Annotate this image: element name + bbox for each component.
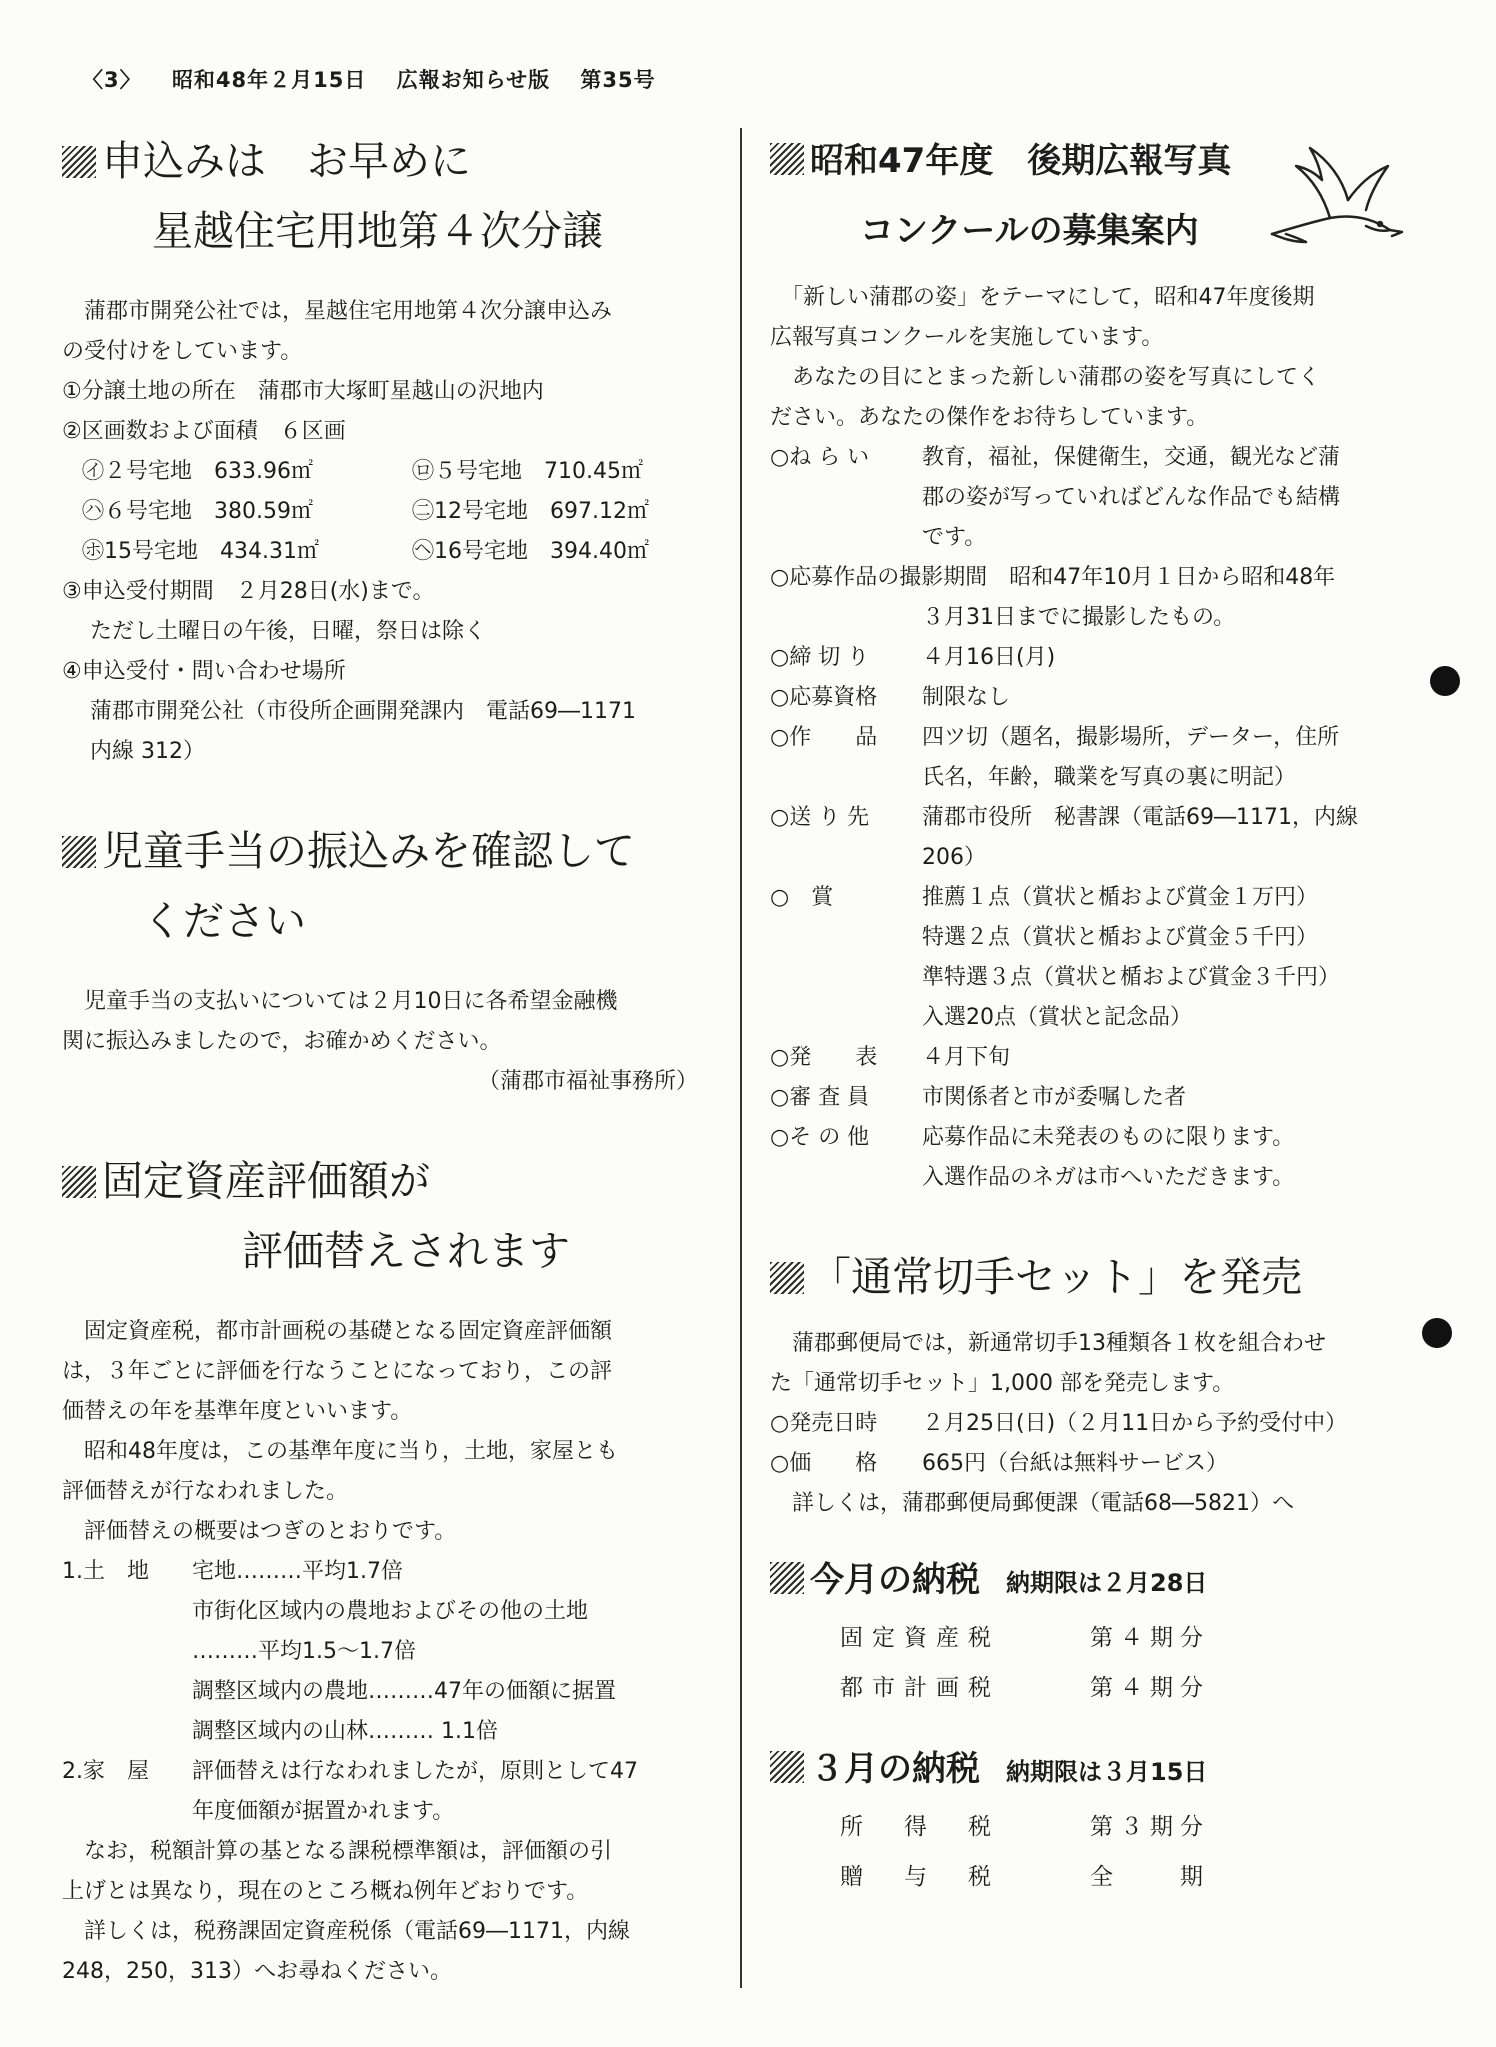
photo-title: 昭和47年度 後期広報写真	[770, 126, 1432, 196]
asset-paragraph: 固定資産税，都市計画税の基礎となる固定資産評価額	[62, 1319, 613, 1344]
binder-hole	[1422, 1318, 1452, 1348]
housing-period-note: ただし土曜日の午後，日曜，祭日は除く	[90, 619, 487, 644]
page-number: 〈3〉	[82, 68, 142, 92]
announce-item: ○発 表 ４月下旬	[770, 1045, 1011, 1070]
land-value: ………平均1.5～1.7倍	[192, 1639, 416, 1664]
asset-paragraph: 評価替えの概要はつぎのとおりです。	[62, 1519, 457, 1544]
house-label: 2.家 屋	[62, 1759, 149, 1784]
land-label: 1.土 地	[62, 1559, 149, 1584]
lot-item: ㋺５号宅地 710.45㎡	[412, 459, 643, 484]
issue-number: 第35号	[580, 68, 656, 92]
land-value: 宅地………平均1.7倍	[192, 1559, 403, 1584]
housing-intro: 蒲郡市開発公社では，星越住宅用地第４次分譲申込み	[62, 299, 613, 324]
child-title-cont: ください	[142, 897, 306, 945]
asset-paragraph: は，３年ごとに評価を行なうことになっており，この評	[62, 1359, 613, 1384]
hatch-mark-icon	[770, 1262, 804, 1294]
housing-intro: の受付けをしています。	[62, 339, 303, 364]
asset-paragraph: 上げとは異なり，現在のところ概ね例年どおりです。	[62, 1879, 589, 1904]
prize-item: ○ 賞 推薦１点（賞状と楯および賞金１万円）	[770, 885, 1319, 910]
child-body: 児童手当の支払いについては２月10日に各希望金融機	[62, 989, 618, 1014]
child-allowance-article	[62, 816, 712, 1102]
issue-date: 昭和48年２月15日	[171, 68, 367, 92]
judge-item: ○審 査 員 市関係者と市が委嘱した者	[770, 1085, 1187, 1110]
tax-row: 固定資産税 第４期分	[840, 1625, 1210, 1651]
housing-period: ③申込受付期間 ２月28日(水)まで。	[62, 579, 435, 604]
house-value: 評価替えは行なわれましたが，原則として47	[192, 1759, 638, 1784]
other-item: ○そ の 他 応募作品に未発表のものに限ります。	[770, 1125, 1295, 1150]
child-source: （蒲郡市福祉事務所）	[477, 1069, 698, 1094]
hatch-mark-icon	[770, 1751, 804, 1783]
deadline-item: ○締 切 り ４月16日(月)	[770, 645, 1056, 670]
send-item: ○送 り 先 蒲郡市役所 秘書課（電話69―1171，内線	[770, 805, 1358, 830]
left-column	[62, 126, 712, 1992]
stamp-article	[770, 1242, 1432, 1524]
tax-due-date: 納期限は３月15日	[1006, 1758, 1208, 1786]
housing-location: ①分譲土地の所在 蒲郡市大塚町星越山の沢地内	[62, 379, 544, 404]
eligibility-item: ○応募資格 制限なし	[770, 685, 1011, 710]
photo-paragraph: 「新しい蒲郡の姿」をテーマにして，昭和47年度後期	[770, 285, 1315, 310]
tax-march-title: ３月の納税 納期限は３月15日	[770, 1739, 1432, 1802]
photo-contest-article: 昭和47年度 後期広報写真 コンクールの募集案内 「新しい蒲郡の姿」をテーマにして，昭和47年度後期 広報写真コンクールを実施しています。 あなたの目にとまった新しい蒲郡の姿を写真にしてく ださい。あなたの傑作をお待ちしています。 ○ね ら い 教育，福祉，保健衛生，交通，観光など蒲 郡の姿が写っていればどんな作品でも結構 です。 ○応募作品の撮影期間 昭和47年10月１日から昭和48年 ３月31日までに撮影したもの。 ○締 切 り ４月16日(月) ○応募資格 制限なし ○作 品 四ツ切（題名，撮影場所，データー，住所 氏名，年齢，職業を写真の裏に明記） ○送 り 先 蒲郡市役所 秘書課（電話69―1171，内線 206） ○ 賞 推薦１点（賞状と楯および賞金１万円） 特選２点（賞状と楯および賞金５千円） 準特選３点（賞状と楯および賞金３千円） 入選20点（賞状と記念品） ○発 表 ４月下旬 ○審 査 員 市関係者と市が委嘱した者 ○そ の 他 応募作品に未発表のものに限ります。 入選作品のネガは市へいただきます。	[770, 126, 1432, 1198]
work-item: ○作 品 四ツ切（題名，撮影場所，データー，住所	[770, 725, 1340, 750]
housing-contact-heading: ④申込受付・問い合わせ場所	[62, 659, 346, 684]
housing-article	[62, 126, 712, 772]
housing-title: 申込みは お早めに	[62, 126, 712, 196]
asset-paragraph: 昭和48年度は，この基準年度に当り，土地，家屋とも	[62, 1439, 618, 1464]
hatch-mark-icon	[62, 1166, 96, 1198]
tax-row: 都市計画税 第４期分	[840, 1675, 1210, 1701]
hatch-mark-icon	[770, 143, 804, 175]
lot-item: ㋑２号宅地 633.96㎡	[82, 459, 313, 484]
lot-item: ㋬16号宅地 394.40㎡	[412, 539, 649, 564]
tax-row: 贈 与 税 全 期	[840, 1864, 1210, 1890]
page-header	[82, 64, 678, 94]
tax-row: 所 得 税 第３期分	[840, 1814, 1210, 1840]
land-value: 市街化区域内の農地およびその他の土地	[192, 1599, 589, 1624]
land-row	[62, 1552, 712, 1592]
stamp-paragraph: た「通常切手セット」1,000 部を発売します。	[770, 1371, 1235, 1396]
photo-paragraph: ださい。あなたの傑作をお待ちしています。	[770, 405, 1209, 430]
housing-subtitle: 星越住宅用地第４次分譲	[152, 207, 603, 255]
asset-subtitle: 評価替えされます	[242, 1227, 570, 1275]
asset-paragraph: 評価替えが行なわれました。	[62, 1479, 349, 1504]
housing-contact: 蒲郡市開発公社（市役所企画開発課内 電話69―1171	[90, 699, 636, 724]
hatch-mark-icon	[770, 1562, 804, 1594]
aim-item: ○ね ら い 教育，福祉，保健衛生，交通，観光など蒲	[770, 445, 1341, 470]
stamp-paragraph: 蒲郡郵便局では，新通常切手13種類各１枚を組合わせ	[770, 1331, 1326, 1356]
asset-article	[62, 1146, 712, 1992]
column-divider	[740, 128, 742, 1988]
lot-item: ㋭15号宅地 434.31㎡	[82, 539, 319, 564]
lot-item: ㋩６号宅地 380.59㎡	[82, 499, 313, 524]
period-item: ○応募作品の撮影期間 昭和47年10月１日から昭和48年	[770, 565, 1336, 590]
tax-due-date: 納期限は２月28日	[1006, 1569, 1208, 1597]
binder-hole	[1430, 666, 1460, 696]
right-column	[770, 126, 1432, 1902]
tax-this-month-title: 今月の納税 納期限は２月28日	[770, 1550, 1432, 1613]
hatch-mark-icon	[62, 836, 96, 868]
housing-lots-heading: ②区画数および面積 ６区画	[62, 419, 346, 444]
stamp-detail: 詳しくは，蒲郡郵便局郵便課（電話68―5821）へ	[770, 1491, 1294, 1516]
asset-paragraph: 248，250，313）へお尋ねください。	[62, 1959, 452, 1984]
hatch-mark-icon	[62, 146, 96, 178]
asset-paragraph: 詳しくは，税務課固定資産税係（電話69―1171，内線	[62, 1919, 630, 1944]
photo-paragraph: 広報写真コンクールを実施しています。	[770, 325, 1164, 350]
price-item: ○価 格 665円（台紙は無料サービス）	[770, 1451, 1228, 1476]
land-value: 調整区域内の山林……… 1.1倍	[192, 1719, 498, 1744]
asset-paragraph: 価替えの年を基準年度といいます。	[62, 1399, 413, 1424]
edition-name: 広報お知らせ版	[396, 68, 551, 92]
lot-item: ㊁12号宅地 697.12㎡	[412, 499, 649, 524]
stamp-title: 「通常切手セット」を発売	[770, 1242, 1432, 1312]
photo-paragraph: あなたの目にとまった新しい蒲郡の姿を写真にしてく	[770, 365, 1321, 390]
sale-date-item: ○発売日時 ２月25日(日)（２月11日から予約受付中）	[770, 1411, 1348, 1436]
child-body: 関に振込みましたので，お確かめください。	[62, 1029, 502, 1054]
house-value: 年度価額が据置かれます。	[192, 1799, 455, 1824]
asset-paragraph: なお，税額計算の基となる課税標準額は，評価額の引	[62, 1839, 613, 1864]
tax-march	[770, 1739, 1432, 1902]
tax-this-month	[770, 1550, 1432, 1713]
housing-contact: 内線 312）	[90, 739, 205, 764]
photo-subtitle: コンクールの募集案内	[860, 211, 1199, 251]
asset-title: 固定資産評価額が	[62, 1146, 712, 1216]
lot-list	[62, 452, 712, 572]
house-row	[62, 1752, 712, 1792]
child-title: 児童手当の振込みを確認して	[62, 816, 712, 886]
land-value: 調整区域内の農地………47年の価額に据置	[192, 1679, 616, 1704]
